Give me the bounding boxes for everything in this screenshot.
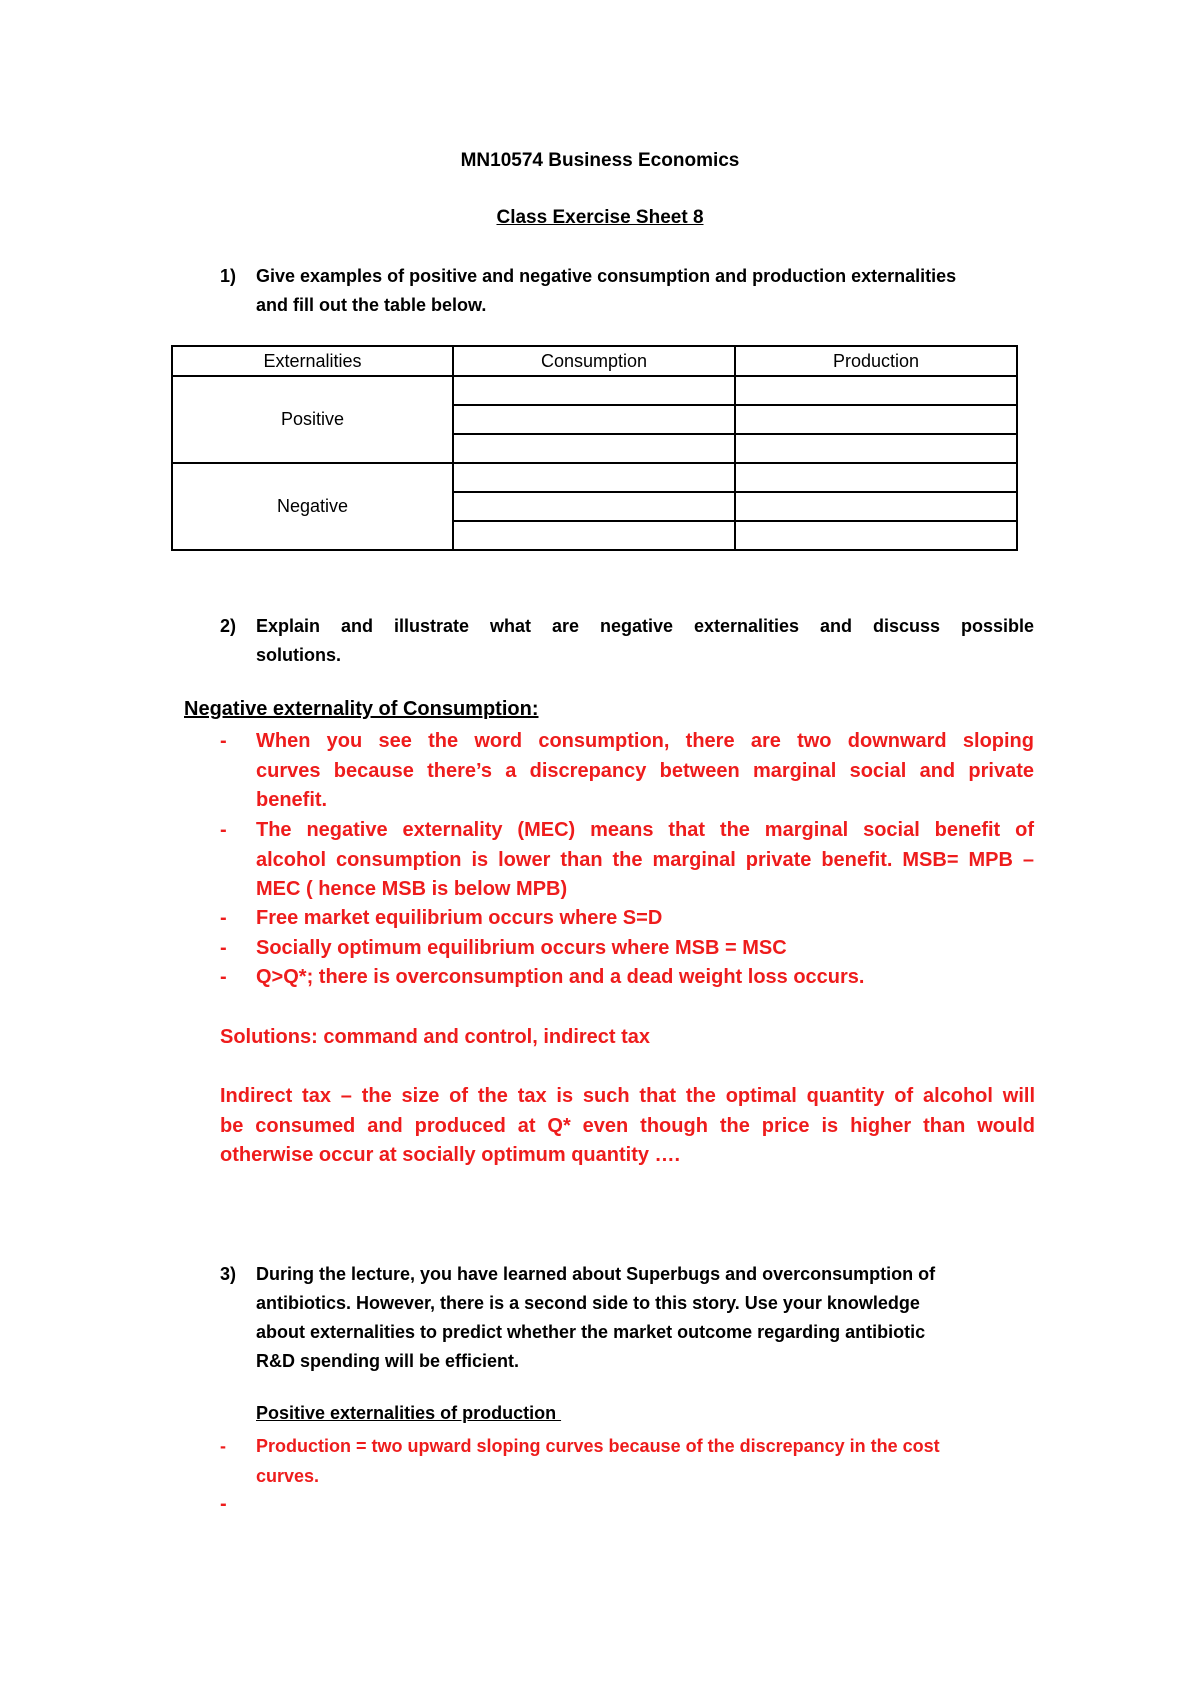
table-cell-empty[interactable] (453, 463, 735, 492)
bullet-text (256, 727, 1034, 816)
bullet-dash: - (220, 819, 227, 841)
bullet-line: curves. (256, 1465, 320, 1486)
solutions-line: Solutions: command and control, indirect tax (220, 1026, 651, 1048)
bullet-text: Socially optimum equilibrium occurs where MSB = MSC (256, 937, 787, 959)
question-2-line: solutions. (256, 645, 341, 665)
bullet-dash: - (220, 730, 227, 752)
bullet-text: Q>Q*; there is overconsumption and a dead weight loss occurs. (256, 966, 865, 988)
table-header-cell: Production (735, 346, 1017, 376)
bullet-item (220, 934, 1040, 964)
bullet-line: MEC ( hence MSB is below MPB) (256, 878, 568, 900)
bullet-dash: - (220, 937, 227, 959)
table-cell-empty[interactable] (453, 434, 735, 463)
table-cell-empty[interactable] (735, 434, 1017, 463)
course-title: MN10574 Business Economics (460, 150, 740, 171)
question-3-text (256, 1260, 1034, 1376)
table-cell-empty[interactable] (453, 405, 735, 434)
bullet-line: benefit. (256, 789, 328, 811)
bullet-line: alcohol consumption is lower than the marginal private benefit. MSB= MPB – (256, 848, 1034, 871)
bullet-dash: - (220, 966, 227, 988)
table-header-cell: Externalities (172, 346, 453, 376)
table-header-cell: Consumption (453, 346, 735, 376)
bullet-item-empty (220, 1490, 260, 1520)
question-1 (220, 262, 1040, 322)
question-3-line: During the lecture, you have learned about Superbugs and overconsumption of (256, 1264, 936, 1284)
question-1-line: Give examples of positive and negative consumption and production externalities (256, 266, 957, 286)
bullet-line: The negative externality (MEC) means that the marginal social benefit of (256, 819, 1034, 841)
indirect-tax-paragraph (220, 1082, 1035, 1171)
negative-externality-heading: Negative externality of Consumption: (184, 698, 539, 720)
bullet-item (220, 1432, 1040, 1492)
bullet-text: Free market equilibrium occurs where S=D (256, 907, 663, 929)
paragraph-line: Indirect tax – the size of the tax is such that the optimal quantity of alcohol will (220, 1085, 1035, 1107)
bullet-item (220, 727, 1040, 817)
bullet-dash: - (220, 907, 227, 929)
row-label-positive: Positive (172, 376, 453, 463)
table-cell-empty[interactable] (735, 405, 1017, 434)
question-1-line: and fill out the table below. (256, 295, 487, 315)
question-2-number: 2) (220, 616, 237, 636)
question-2 (220, 612, 1040, 672)
bullet-text (256, 1432, 1034, 1491)
bullet-item (220, 963, 1040, 993)
table-row (172, 463, 1017, 492)
bullet-line: Production = two upward sloping curves because of the discrepancy in the cost (256, 1436, 940, 1456)
positive-externality-heading: Positive externalities of production (256, 1403, 562, 1423)
bullet-item (220, 904, 1040, 934)
table-cell-empty[interactable] (453, 521, 735, 550)
paragraph-line: be consumed and produced at Q* even though the price is higher than would (220, 1114, 1035, 1137)
bullet-line: When you see the word consumption, there are two downward sloping (256, 730, 1034, 752)
table-cell-empty[interactable] (735, 521, 1017, 550)
table-row (172, 376, 1017, 405)
row-label-negative: Negative (172, 463, 453, 550)
table-cell-empty[interactable] (735, 492, 1017, 521)
table-cell-empty[interactable] (735, 463, 1017, 492)
question-1-text (256, 262, 1034, 320)
bullet-item (220, 816, 1040, 906)
question-2-text (256, 612, 1034, 670)
question-3-number: 3) (220, 1264, 237, 1284)
bullet-text (256, 816, 1034, 905)
table-cell-empty[interactable] (453, 492, 735, 521)
bullet-line: curves because there’s a discrepancy between marginal social and private (256, 759, 1034, 782)
question-3-line: about externalities to predict whether the market outcome regarding antibiotic (256, 1322, 926, 1342)
externalities-table (171, 345, 1018, 551)
bullet-dash: - (220, 1436, 226, 1456)
paragraph-line: otherwise occur at socially optimum quantity …. (220, 1144, 681, 1166)
question-1-number: 1) (220, 266, 237, 286)
question-3 (220, 1260, 1040, 1376)
sheet-title: Class Exercise Sheet 8 (496, 207, 704, 228)
table-header-row (172, 346, 1017, 376)
question-3-line: antibiotics. However, there is a second side to this story. Use your knowledge (256, 1293, 920, 1313)
question-2-line: Explain and illustrate what are negative externalities and discuss possible (256, 616, 1034, 636)
table-cell-empty[interactable] (453, 376, 735, 405)
question-3-line: R&D spending will be efficient. (256, 1351, 520, 1371)
bullet-dash: - (220, 1493, 227, 1515)
table-cell-empty[interactable] (735, 376, 1017, 405)
